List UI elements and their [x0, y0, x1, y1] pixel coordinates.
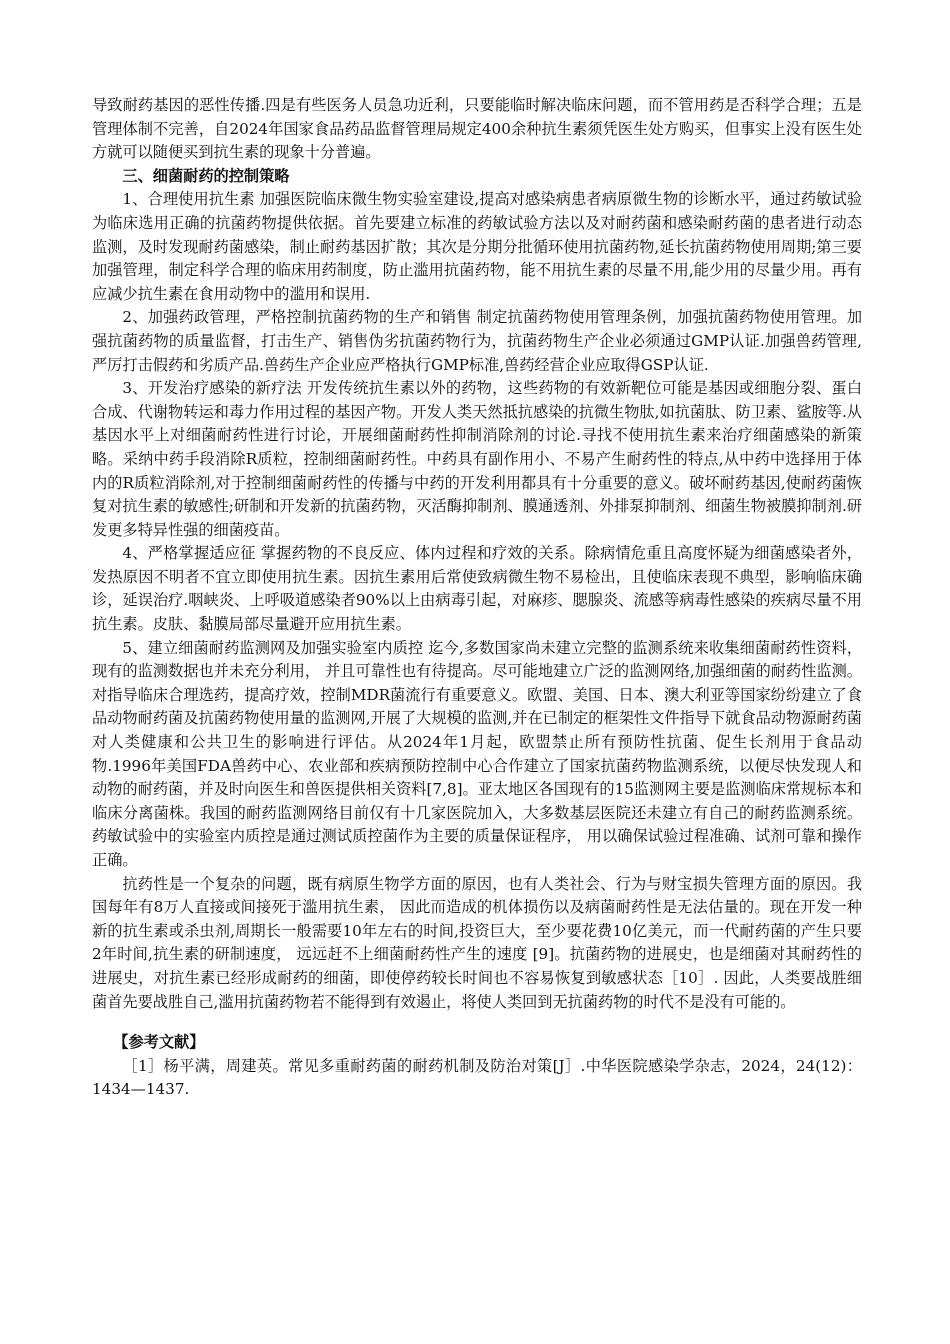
strategy-title-1: 1、合理使用抗生素: [122, 190, 255, 209]
strategy-paragraph-4: [92, 542, 862, 636]
document-page: [92, 94, 862, 1102]
strategy-paragraph-5: [92, 637, 862, 873]
strategy-paragraph-1: [92, 188, 862, 306]
strategy-text-4: 掌握药物的不良反应、体内过程和疗效的关系。除病情危重且高度怀疑为细菌感染者外，发热原因不明者不宜立即使用抗生素。因抗生素用后常使致病微生物不易检出，且使临床表现不典型，影响临床确诊，延误治疗.咽峡炎、上呼吸道感染者90%以上由病毒引起，对麻疹、腮腺炎、流感等病毒性感染的疾病尽量不用抗生素。皮肤、黏膜局部尽量避开应用抗生素。: [92, 544, 863, 634]
strategy-paragraph-3: [92, 377, 862, 542]
conclusion-paragraph: 抗药性是一个复杂的问题，既有病原生物学方面的原因，也有人类社会、行为与财宝损失管理方面的原因。我国每年有8万人直接或间接死于滥用抗生素， 因此而造成的机体损伤以及病菌耐药性是无法估量的。现在开发一种新的抗生素或杀虫剂,周期长一般需要10年左右的时间,投资巨大，至少要花费10亿美元，而一代耐药菌的产生只要2年时间,抗生素的研制速度， 远远赶不上细菌耐药性产生的速度 [9]。抗菌药物的进展史，也是细菌对其耐药性的进展史，对抗生素已经形成耐药的细菌，即使停药较长时间也不容易恢复到敏感状态［10］. 因此，人类要战胜细菌首先要战胜自己,滥用抗菌药物若不能得到有效遏止，将使人类回到无抗菌药物的时代不是没有可能的。: [92, 874, 862, 1011]
strategy-text-5: 迄今,多数国家尚未建立完整的监测系统来收集细菌耐药性资料， 现有的监测数据也并未充分利用， 并且可靠性也有待提高。尽可能地建立广泛的监测网络,加强细菌的耐药性监测。对指导临床合理选药，提高疗效，控制MDR菌流行有重要意义。欧盟、美国、日本、澳大利亚等国家纷纷建立了食品动物耐药菌及抗菌药物使用量的监测网,开展了大规模的监测,并在已制定的框架性文件指导下就食品动物源耐药菌对人类健康和公共卫生的影响进行评估。从2024年1月起，欧盟禁止所有预防性抗菌、促生长剂用于食品动物.1996年美国FDA兽药中心、农业部和疾病预防控制中心合作建立了国家抗菌药物监测系统，以便尽快发现人和动物的耐药菌，并及时向医生和兽医提供相关资料[7,8]。亚太地区各国现有的15监测网主要是监测临床常规标本和临床分离菌株。我国的耐药监测网络目前仅有十几家医院加入，大多数基层医院还未建立有自己的耐药监测系统。药敏试验中的实验室内质控是通过测试质控菌作为主要的质量保证程序， 用以确保试验过程准确、试剂可靠和操作正确。: [92, 638, 863, 869]
strategy-paragraph-2: [92, 306, 862, 377]
strategy-title-2: 2、加强药政管理，严格控制抗菌药物的生产和销售: [122, 308, 472, 327]
strategy-title-5: 5、建立细菌耐药监测网及加强实验室内质控: [122, 638, 424, 657]
intro-paragraph: 导致耐药基因的恶性传播.四是有些医务人员急功近利，只要能临时解决临床问题，而不管用药是否科学合理；五是管理体制不完善，自2024年国家食品药品监督管理局规定400余种抗生素须凭医生处方购买，但事实上没有医生处方就可以随便买到抗生素的现象十分普遍。: [92, 96, 862, 162]
strategy-text-2: 制定抗菌药物使用管理条例，加强抗菌药物使用管理。加强抗菌药物的质量监督，打击生产、销售伪劣抗菌药物行为，抗菌药物生产企业必须通过GMP认证.加强兽药管理,严厉打击假药和劣质产品.兽药生产企业应严格执行GMP标准,兽药经营企业应取得GSP认证.: [92, 308, 863, 374]
strategy-title-4: 4、严格掌握适应征: [122, 544, 256, 563]
strategy-text-3: 开发传统抗生素以外的药物，这些药物的有效新靶位可能是基因或细胞分裂、蛋白合成、代谢物转运和毒力作用过程的基因产物。开发人类天然抵抗感染的抗微生物肽,如抗菌肽、防卫素、鲨胺等.从基因水平上对细菌耐药性进行讨论，开展细菌耐药性抑制消除剂的讨论.寻找不使用抗生素来治疗细菌感染的新策略。采纳中药手段消除R质粒，控制细菌耐药性。中药具有副作用小、不易产生耐药性的特点,从中药中选择用于体内的R质粒消除剂,对于控制细菌耐药性的传播与中药的开发利用都具有十分重要的意义。破坏耐药基因,使耐药菌恢复对抗生素的敏感性;研制和开发新的抗菌药物，灭活酶抑制剂、膜通透剂、外排泵抑制剂、细菌生物被膜抑制剂.研发更多特异性强的细菌疫苗。: [92, 379, 863, 539]
strategy-title-3: 3、开发治疗感染的新疗法: [122, 379, 302, 398]
section-heading: 三、细菌耐药的控制策略: [122, 166, 290, 185]
strategy-text-1: 加强医院临床微生物实验室建设,提高对感染病患者病原微生物的诊断水平，通过药敏试验为临床选用正确的抗菌药物提供依据。首先要建立标准的药敏试验方法以及对耐药菌和感染耐药菌的患者进行动态监测，及时发现耐药菌感染，制止耐药基因扩散；其次是分期分批循环使用抗菌药物,延长抗菌药物使用周期;第三要加强管理，制定科学合理的临床用药制度，防止滥用抗菌药物，能不用抗生素的尽量不用,能少用的尽量少用。再有应减少抗生素在食用动物中的滥用和误用.: [92, 190, 863, 303]
references-heading: 【参考文献】: [113, 1033, 205, 1052]
reference-item: ［1］杨平满，周建英。常见多重耐药菌的耐药机制及防治对策[J］.中华医院感染学杂志，2024，24(12)：1434—1437.: [92, 1056, 862, 1099]
